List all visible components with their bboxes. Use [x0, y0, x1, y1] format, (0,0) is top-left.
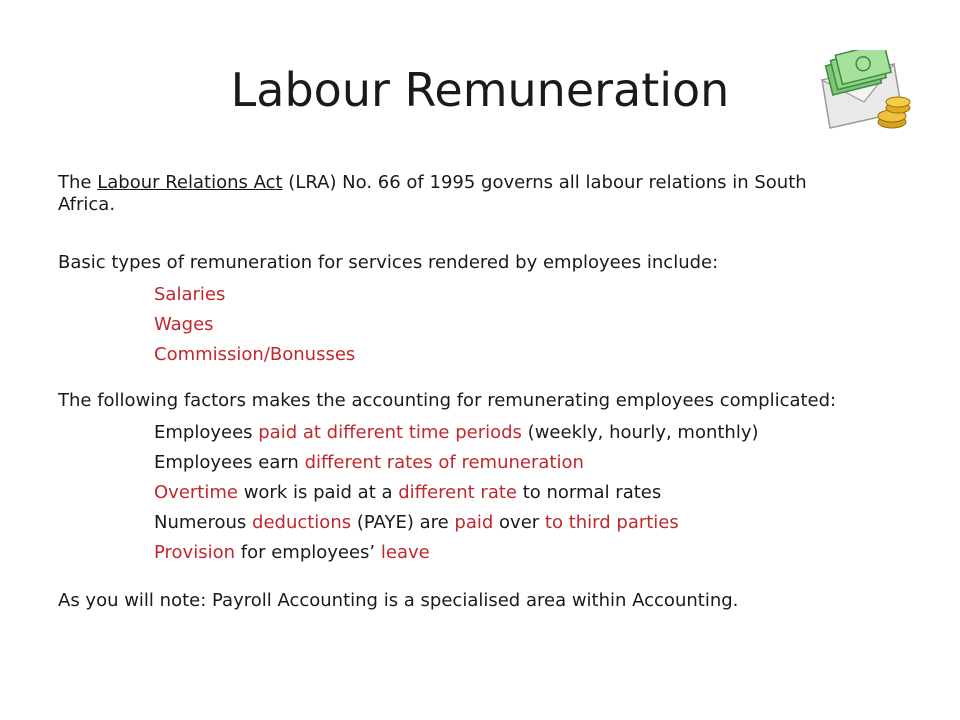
money-envelope-icon [816, 50, 912, 134]
list-item: Provision for employees’ leave [154, 542, 430, 563]
slide-title: Labour Remuneration [230, 63, 730, 117]
intro-prefix: The [58, 172, 98, 193]
intro-suffix: (LRA) No. 66 of 1995 governs all labour relations in South Africa. [58, 172, 807, 215]
closing-paragraph: As you will note: Payroll Accounting is a specialised area within Accounting. [58, 590, 739, 611]
factors-list [58, 418, 858, 568]
slide-body [58, 172, 858, 612]
list-item: Employees earn different rates of remuneration [154, 452, 584, 473]
list-item: Overtime work is paid at a different rate to normal rates [154, 482, 662, 503]
list-item: Commission/Bonusses [154, 344, 356, 365]
list-item: Salaries [154, 284, 226, 305]
list-item: Employees paid at different time periods (weekly, hourly, monthly) [154, 422, 759, 443]
types-lead: Basic types of remuneration for services rendered by employees include: [58, 252, 719, 273]
factors-lead: The following factors makes the accounting for remunerating employees complicated: [58, 390, 837, 411]
remuneration-types-list [58, 280, 858, 370]
list-item: Wages [154, 314, 214, 335]
act-name-link: Labour Relations Act [97, 172, 283, 193]
list-item: Numerous deductions (PAYE) are paid over to third parties [154, 512, 679, 533]
intro-paragraph [58, 172, 858, 216]
